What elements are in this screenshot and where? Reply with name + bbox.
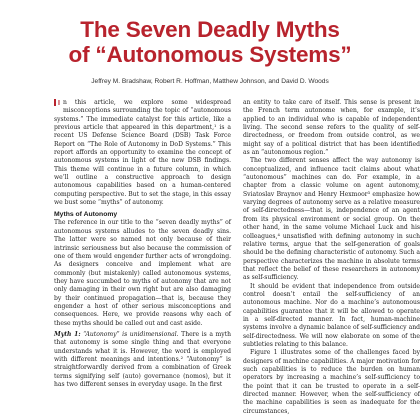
myth-1-body: There is a myth that autonomy is some single thing and that everyone understands what it is. However, the word is employed with different meanings and intentions.² “Autonomy” is straightforwardly derived from a combination of Greek terms signifying self (auto) governance (nomos), but it has two different senses in everyday usage. In the first — [54, 330, 231, 388]
myth-1-paragraph — [54, 331, 231, 389]
right-paragraph-3: It should be evident that independence from outside control doesn’t entail the self-sufficiency of an autonomous machine. Nor do a machine’s autonomous capabilities guarantee that it will be allowed to operate in a self-directed manner. In fact, human-machine systems involve a dynamic balance of self-sufficiency and self-directedness. We will now elaborate on some of the subtleties relating to this balance. — [243, 282, 420, 348]
left-column — [54, 99, 231, 389]
right-paragraph-4: Figure 1 illustrates some of the challenges faced by designers of machine capabilities. A major motivation for such capabilities is to reduce the burden on human operators by increasing a machine’s self-sufficiency to the point that it can be trusted to operate in a self-directed manner. However, when the self-sufficiency of the machine capabilities is seen as inadequate for the circumstances, — [243, 349, 420, 415]
article-title — [0, 17, 420, 67]
right-paragraph-2: The two different senses affect the way autonomy is conceptualized, and influence tacit claims about what “autonomous” machines can do. For example, in a chapter from a classic volume on agent autonomy, Sviatoslav Braynov and Henry Hexmoor³ emphasize how varying degrees of autonomy serve as a relative measure of self-directedness—that is, independence of an agent from its physical environment or social group. On the other hand, in the same volume Michael Luck and his colleagues,⁴ unsatisfied with defining autonomy in such relative terms, argue that the self-generation of goals should be the defining characteristic of autonomy. Such a perspective characterizes the machine in absolute terms that reflect the belief of these researchers in autonomy as self-sufficiency. — [243, 157, 420, 282]
drop-cap: I — [58, 100, 60, 107]
section-heading: Myths of Autonomy — [54, 211, 118, 219]
author-list: Jeffrey M. Bradshaw, Robert R. Hoffman, Matthew Johnson, and David D. Woods — [91, 78, 329, 85]
intro-paragraph — [54, 99, 231, 207]
right-paragraph-1: an entity to take care of itself. This sense is present in the French term autonome when, for example, it’s applied to an individual who is capable of independent living. The second sense refers to the quality of self-directedness, or freedom from outside control, as we might say of a political district that has been identified as an “autonomous region.” — [243, 99, 420, 157]
right-column — [243, 99, 420, 416]
section-paragraph: The reference in our title to the “seven deadly myths” of autonomous systems alludes to the seven deadly sins. The latter were so named not only because of their intrinsic seriousness but also because the commission of one of them would engender further acts of wrongdoing. As designers conceive and implement what are commonly (but mistakenly) called autonomous systems, they have succumbed to myths of autonomy that are not only damaging in their own right but are also damaging by their continued propagation—that is, because they engender a host of other serious misconceptions and consequences. Here, we provide reasons why each of these myths should be called out and cast aside. — [54, 219, 231, 327]
myth-1-claim: “Autonomy” is unidimensional. — [83, 330, 179, 338]
title-line-2: of “Autonomous Systems” — [68, 42, 352, 67]
intro-text: n this article, we explore some widespread misconceptions surrounding the topic of “autonomous systems.” The immediate catalyst for this article, like a previous article that appeared in this department,¹ is a recent US Defense Science Board (DSB) Task Force Report on “The Role of Autonomy in DoD Systems.” This report affords an opportunity to examine the concept of autonomous systems in light of the new DSB findings. This theme will continue in a future column, in which we’ll outline a constructive approach to design autonomous capabilities based on a human-centered computing perspective. But to set the stage, in this essay we bust some “myths” of autonomy. — [54, 99, 231, 207]
title-line-1: The Seven Deadly Myths — [80, 17, 340, 42]
drop-cap-bar — [54, 99, 56, 106]
myth-1-label: Myth 1: — [54, 330, 81, 338]
